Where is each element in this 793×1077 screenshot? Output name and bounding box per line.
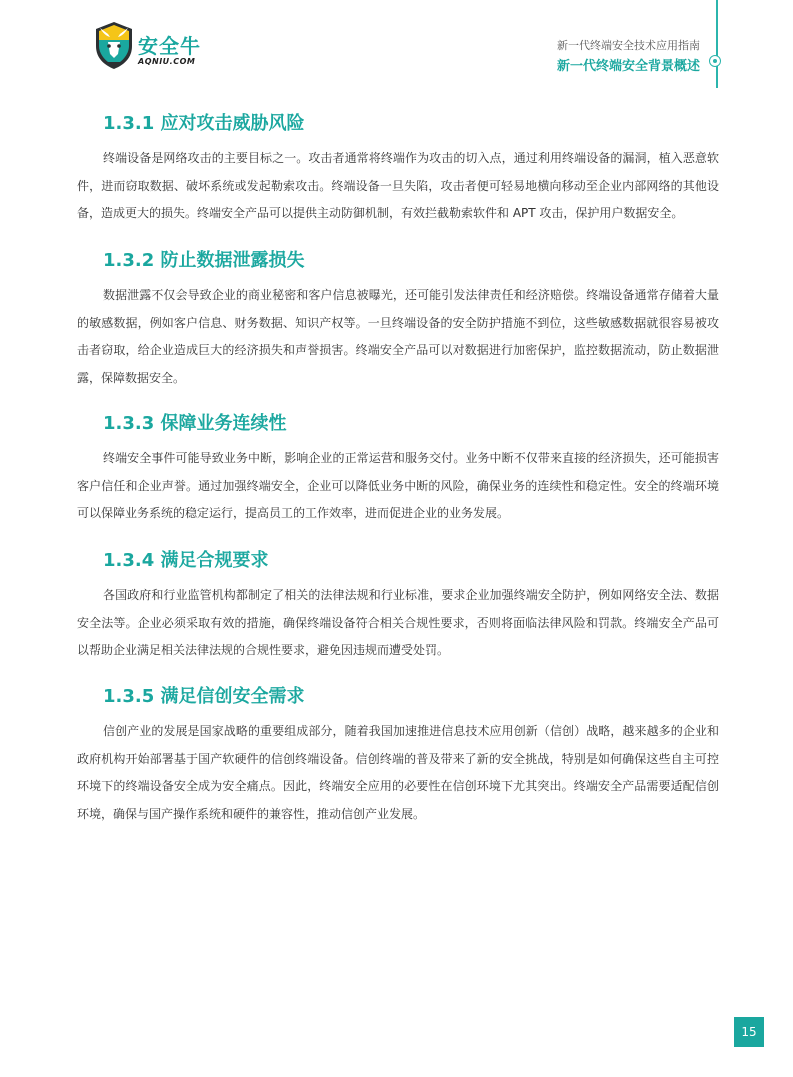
section-heading: 1.3.2 防止数据泄露损失 [103,250,305,271]
brand-name-cn: 安全牛 [138,34,201,58]
section-1-3-5 [77,682,719,828]
section-1-3-4 [77,546,719,665]
section-body: 数据泄露不仅会导致企业的商业秘密和客户信息被曝光，还可能引发法律责任和经济赔偿。终端设备通常存储着大量的敏感数据，例如客户信息、财务数据、知识产权等。一旦终端设备的安全防护措施不到位，这些敏感数据就很容易被攻击者窃取，给企业造成巨大的经济损失和声誉损害。终端安全产品可以对数据进行加密保护，监控数据流动，防止数据泄露，保障数据安全。 [77,288,719,385]
target-circle-icon [709,55,721,67]
brand-name-en: AQNIU.COM [138,57,196,66]
section-1-3-3 [77,409,719,528]
brand-logo [94,20,204,70]
section-body: 终端设备是网络攻击的主要目标之一。攻击者通常将终端作为攻击的切入点，通过利用终端设备的漏洞，植入恶意软件，进而窃取数据、破坏系统或发起勒索攻击。终端设备一旦失陷，攻击者便可轻易地横向移动至企业内部网络的其他设备，造成更大的损失。终端安全产品可以提供主动防御机制，有效拦截勒索软件和 APT 攻击，保护用户数据安全。 [77,151,719,220]
section-heading: 1.3.5 满足信创安全需求 [103,686,305,707]
header-divider [716,0,718,88]
section-1-3-2 [77,246,719,392]
section-body: 各国政府和行业监管机构都制定了相关的法律法规和行业标准，要求企业加强终端安全防护，例如网络安全法、数据安全法等。企业必须采取有效的措施，确保终端设备符合相关合规性要求，否则将面临法律风险和罚款。终端安全产品可以帮助企业满足相关法律法规的合规性要求，避免因违规而遭受处罚。 [77,588,719,657]
section-heading: 1.3.1 应对攻击威胁风险 [103,113,305,134]
section-heading: 1.3.4 满足合规要求 [103,550,269,571]
section-heading: 1.3.3 保障业务连续性 [103,413,287,434]
section-body: 终端安全事件可能导致业务中断，影响企业的正常运营和服务交付。业务中断不仅带来直接的经济损失，还可能损害客户信任和企业声誉。通过加强终端安全，企业可以降低业务中断的风险，确保业务的连续性和稳定性。安全的终端环境可以保障业务系统的稳定运行，提高员工的工作效率，进而促进企业的业务发展。 [77,451,719,520]
page-number: 15 [734,1017,764,1047]
chapter-title: 新一代终端安全背景概述 [556,59,700,74]
section-body: 信创产业的发展是国家战略的重要组成部分，随着我国加速推进信息技术应用创新（信创）战略，越来越多的企业和政府机构开始部署基于国产软硬件的信创终端设备。信创终端的普及带来了新的安全挑战，特别是如何确保这些自主可控环境下的终端设备安全成为安全痛点。因此，终端安全应用的必要性在信创环境下尤其突出。终端安全产品需要适配信创环境，确保与国产操作系统和硬件的兼容性，推动信创产业发展。 [77,724,719,821]
shield-bull-icon [94,20,134,70]
section-1-3-1 [77,109,719,228]
document-subtitle: 新一代终端安全技术应用指南 [557,39,700,52]
